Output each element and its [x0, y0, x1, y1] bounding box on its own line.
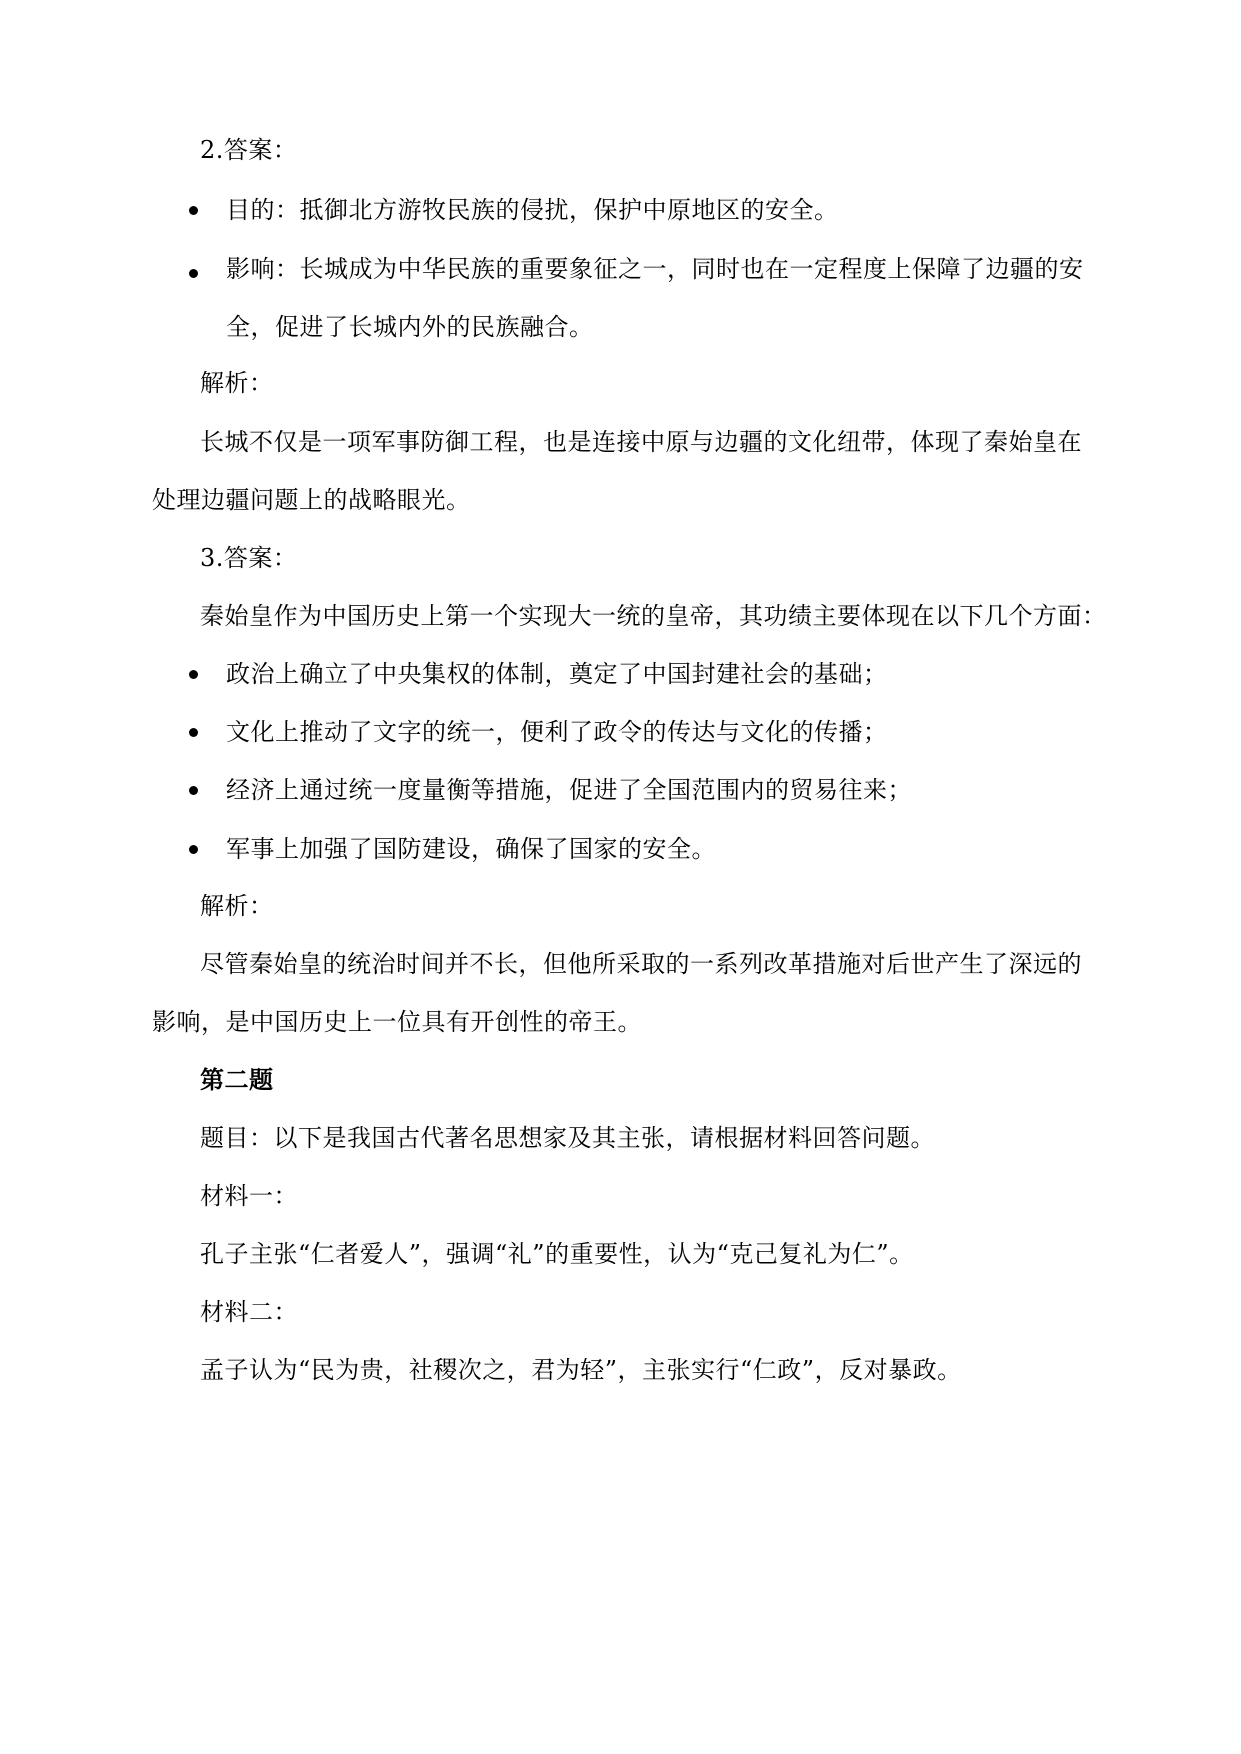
material1-text: 孔子主张“仁者爱人”，强调“礼”的重要性，认为“克己复礼为仁”。 — [200, 1240, 914, 1268]
material2-label: 材料二： — [200, 1298, 298, 1326]
q3-analysis-line-2: 影响，是中国历史上一位具有开创性的帝王。 — [152, 1008, 642, 1036]
q2-bullet-impact: 影响：长城成为中华民族的重要象征之一，同时也在一定程度上保障了边疆的安 — [226, 255, 1084, 283]
q2-bullet-impact-continued: 全，促进了长城内外的民族融合。 — [226, 313, 594, 341]
bullet-icon — [189, 670, 198, 679]
q3-bullet-politics: 政治上确立了中央集权的体制，奠定了中国封建社会的基础； — [226, 660, 888, 688]
bullet-icon — [189, 845, 198, 854]
q3-bullet-economy: 经济上通过统一度量衡等措施，促进了全国范围内的贸易往来； — [226, 776, 912, 804]
q2-bullet-purpose: 目的：抵御北方游牧民族的侵扰，保护中原地区的安全。 — [226, 196, 839, 224]
bullet-icon — [189, 269, 198, 278]
q3-answer-label: 3.答案： — [200, 544, 298, 572]
q3-intro: 秦始皇作为中国历史上第一个实现大一统的皇帝，其功绩主要体现在以下几个方面： — [200, 602, 1107, 630]
material1-label: 材料一： — [200, 1182, 298, 1210]
q2-analysis-line-2: 处理边疆问题上的战略眼光。 — [152, 486, 471, 514]
bullet-icon — [189, 728, 198, 737]
q2-answer-label: 2.答案： — [200, 136, 298, 164]
q3-bullet-military: 军事上加强了国防建设，确保了国家的安全。 — [226, 835, 716, 863]
q3-analysis-line-1: 尽管秦始皇的统治时间并不长，但他所采取的一系列改革措施对后世产生了深远的 — [200, 950, 1082, 978]
section-heading: 第二题 — [200, 1065, 274, 1094]
material2-text: 孟子认为“民为贵，社稷次之，君为轻”，主张实行“仁政”，反对暴政。 — [200, 1356, 962, 1384]
bullet-icon — [189, 206, 198, 215]
q3-bullet-culture: 文化上推动了文字的统一，便利了政令的传达与文化的传播； — [226, 718, 888, 746]
section2-prompt: 题目：以下是我国古代著名思想家及其主张，请根据材料回答问题。 — [200, 1124, 935, 1152]
q2-analysis-label: 解析： — [200, 369, 274, 397]
q2-analysis-line-1: 长城不仅是一项军事防御工程，也是连接中原与边疆的文化纽带，体现了秦始皇在 — [200, 428, 1082, 456]
q3-analysis-label: 解析： — [200, 892, 274, 920]
bullet-icon — [189, 786, 198, 795]
